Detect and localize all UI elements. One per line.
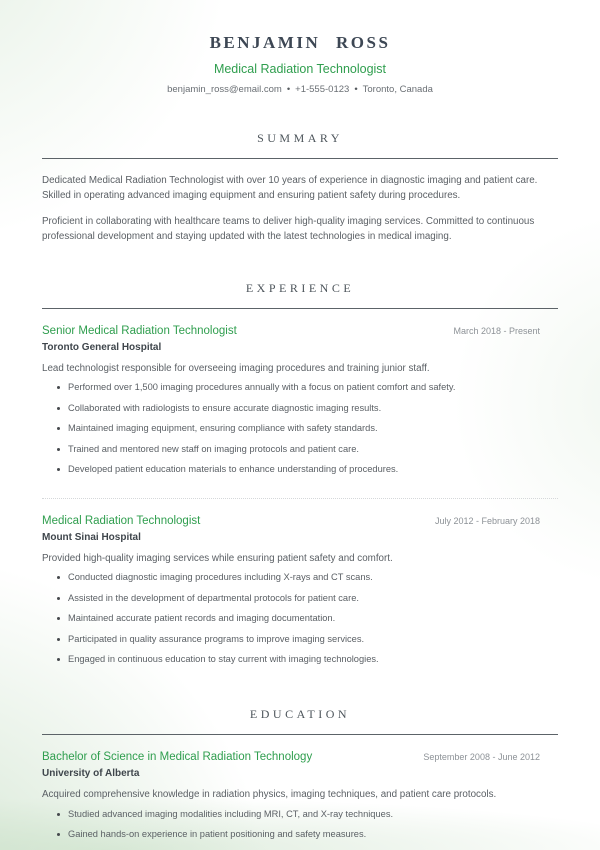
contact-separator: •: [286, 84, 291, 95]
entry-head: [42, 515, 558, 527]
job-company: Mount Sinai Hospital: [42, 531, 141, 543]
section-rule: [42, 308, 558, 309]
bullet-list: [57, 808, 558, 842]
entry-head: [42, 751, 558, 763]
bullet-item: Assisted in the development of departmental protocols for patient care.: [57, 592, 558, 605]
entry-head: [42, 325, 558, 337]
bullet-item: Maintained imaging equipment, ensuring compliance with safety standards.: [57, 422, 558, 435]
bullet-item: Engaged in continuous education to stay current with imaging technologies.: [57, 653, 558, 666]
resume-job-title: Medical Radiation Technologist: [213, 62, 387, 76]
contact-phone: +1-555-0123: [295, 84, 350, 95]
summary-body: [42, 174, 558, 245]
experience-heading: EXPERIENCE: [245, 280, 355, 295]
bullet-item: Participated in quality assurance programs to improve imaging services.: [57, 633, 558, 646]
bullet-item: Developed patient education materials to enhance understanding of procedures.: [57, 463, 558, 476]
job-dates: March 2018 - Present: [453, 325, 540, 336]
job-title: Medical Radiation Technologist: [42, 514, 201, 527]
bullet-item: Conducted diagnostic imaging procedures including X-rays and CT scans.: [57, 571, 558, 584]
bullet-list: [57, 571, 558, 666]
contact-location: Toronto, Canada: [362, 84, 433, 95]
job-title: Senior Medical Radiation Technologist: [42, 324, 237, 337]
resume-header: [42, 33, 558, 95]
summary-paragraph: Proficient in collaborating with healthcare teams to deliver high-quality imaging services. Committed to continuous professional development and staying updated with the latest technologies in medical imaging.: [42, 216, 535, 243]
bullet-item: Gained hands-on experience in patient positioning and safety measures.: [57, 828, 558, 841]
bullet-item: Studied advanced imaging modalities including MRI, CT, and X-ray techniques.: [57, 808, 558, 821]
bullet-list: [57, 381, 558, 476]
bullet-item: Maintained accurate patient records and imaging documentation.: [57, 612, 558, 625]
job-company: Toronto General Hospital: [42, 341, 162, 353]
summary-paragraph: Dedicated Medical Radiation Technologist with over 10 years of experience in diagnostic imaging and patient care. Skilled in operating advanced imaging equipment and ensuring patient safety during procedures.: [42, 175, 538, 201]
section-rule: [42, 734, 558, 735]
resume-name: BENJAMIN ROSS: [209, 33, 391, 52]
degree-dates: September 2008 - June 2012: [423, 751, 540, 762]
section-experience: [42, 281, 558, 667]
contact-separator: •: [354, 84, 358, 95]
section-summary: [42, 131, 558, 245]
contact-email: benjamin_ross@email.com: [167, 84, 282, 95]
education-entry: [42, 751, 558, 842]
job-summary: Lead technologist responsible for overseeing imaging procedures and training junior staff.: [42, 362, 430, 374]
degree-summary: Acquired comprehensive knowledge in radiation physics, imaging techniques, and patient care protocols.: [42, 788, 497, 800]
section-rule: [42, 158, 558, 159]
summary-heading: SUMMARY: [257, 131, 343, 145]
school-name: University of Alberta: [42, 767, 140, 779]
job-dates: July 2012 - February 2018: [434, 515, 540, 526]
degree-title: Bachelor of Science in Medical Radiation Technology: [42, 750, 313, 763]
entry-divider: [42, 498, 558, 499]
contact-line: [42, 84, 558, 95]
section-education: [42, 707, 558, 842]
experience-entry: [42, 515, 558, 667]
experience-entry: [42, 325, 558, 477]
education-heading: EDUCATION: [249, 706, 351, 721]
job-summary: Provided high-quality imaging services while ensuring patient safety and comfort.: [42, 552, 393, 564]
bullet-item: Trained and mentored new staff on imaging protocols and patient care.: [57, 443, 558, 456]
bullet-item: Collaborated with radiologists to ensure accurate diagnostic imaging results.: [57, 402, 558, 415]
bullet-item: Performed over 1,500 imaging procedures annually with a focus on patient comfort and safety.: [57, 381, 558, 394]
